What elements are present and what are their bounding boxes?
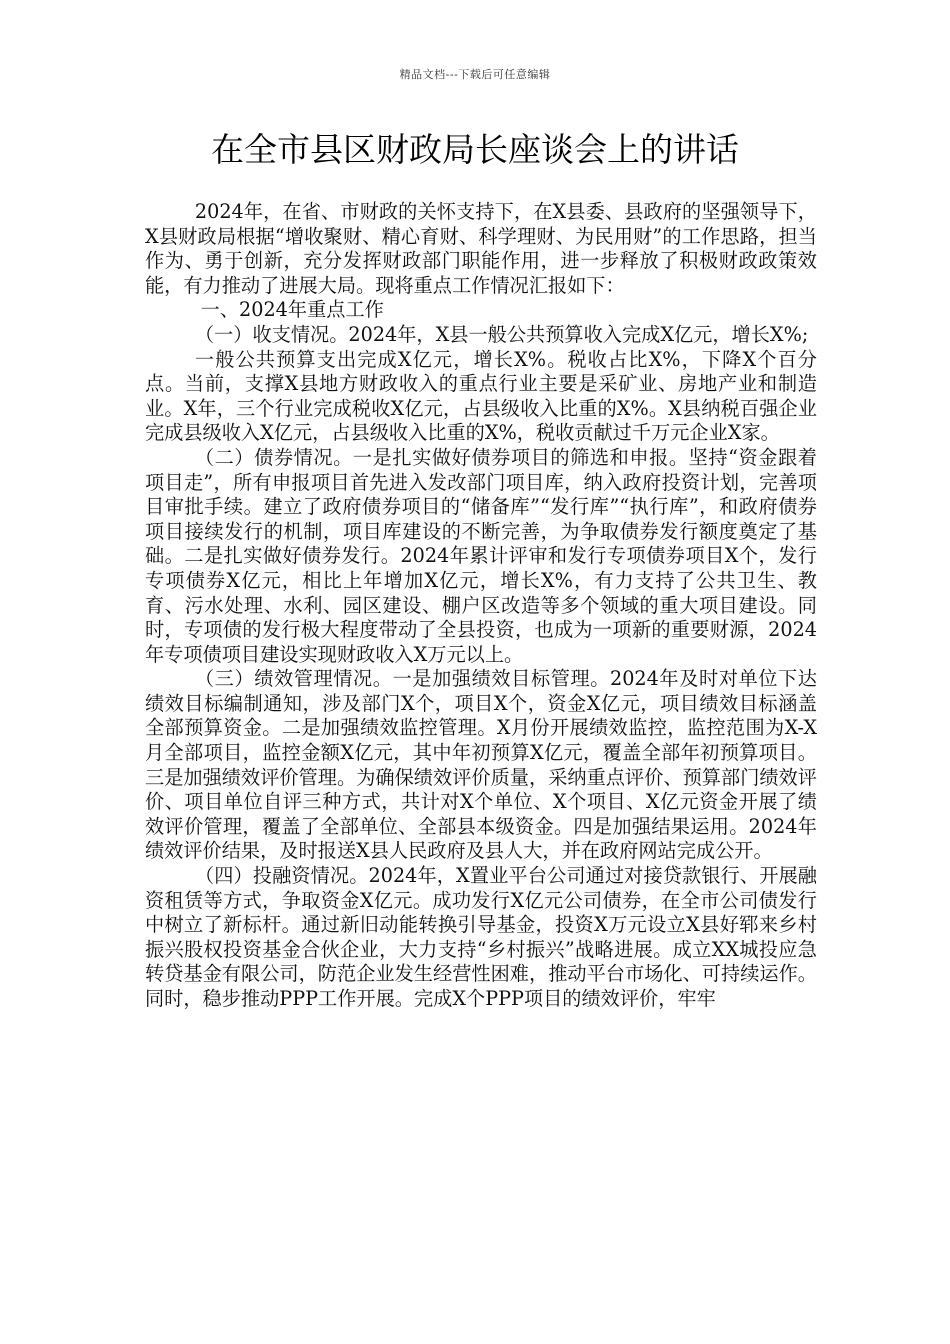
paragraph-performance: （三）绩效管理情况。一是加强绩效目标管理。2024年及时对单位下达绩效目标编制通知，涉及部门X个，项目X个，资金X亿元，项目绩效目标涵盖全部预算资金。二是加强绩效监控管理。X月份开展绩效监控，监控范围为X-X月全部项目，监控金额X亿元，其中年初预算X亿元，覆盖全部年初预算项目。三是加强绩效评价管理。为确保绩效评价质量，采纳重点评价、预算部门绩效评价、项目单位自评三种方式，共计对X个单位、X个项目、X亿元资金开展了绩效评价管理，覆盖了全部单位、全部县本级资金。四是加强结果运用。2024年绩效评价结果，及时报送X县人民政府及县人大，并在政府网站完成公开。 bbox=[145, 667, 817, 863]
paragraph-bonds: （二）债券情况。一是扎实做好债券项目的筛选和申报。坚持“资金跟着项目走”，所有申报项目首先进入发改部门项目库，纳入政府投资计划，完善项目审批手续。建立了政府债券项目的“储备库”“发行库”“执行库”，和政府债券项目接续发行的机制，项目库建设的不断完善，为争取债券发行额度奠定了基础。二是扎实做好债券发行。2024年累计评审和发行专项债券项目X个，发行专项债券X亿元，相比上年增加X亿元，增长X%，有力支持了公共卫生、教育、污水处理、水利、园区建设、棚户区改造等多个领域的重大项目建设。同时，专项债的发行极大程度带动了全县投资，也成为一项新的重要财源，2024年专项债项目建设实现财政收入X万元以上。 bbox=[145, 445, 817, 666]
paragraph-financing: （四）投融资情况。2024年，X置业平台公司通过对接贷款银行、开展融资租赁等方式，争取资金X亿元。成功发行X亿元公司债券，在全市公司债发行中树立了新标杆。通过新旧动能转换引导基金，投资X万元设立X县好郓来乡村振兴股权投资基金合伙企业，大力支持“乡村振兴”战略进展。成立XX城投应急转贷基金有限公司，防范企业发生经营性困难，推动平台市场化、可持续运作。同时，稳步推动PPP工作开展。完成X个PPP项目的绩效评价，牢牢 bbox=[145, 864, 817, 1010]
section-heading: 一、2024年重点工作 bbox=[200, 298, 384, 322]
header-note: 精品文档---下载后可任意编辑 bbox=[399, 68, 551, 81]
page-title: 在全市县区财政局长座谈会上的讲话 bbox=[211, 130, 739, 169]
document-body bbox=[145, 200, 817, 1012]
paragraph-expenditure: 一般公共预算支出完成X亿元，增长X%。税收占比X%，下降X个百分点。当前，支撑X县地方财政收入的重点行业主要是采矿业、房地产业和制造业。X年，三个行业完成税收X亿元，占县级收入比重的X%。X县纳税百强企业完成县级收入X亿元，占县级收入比重的X%，税收贡献过千万元企业X家。 bbox=[145, 347, 817, 445]
paragraph-intro: 2024年，在省、市财政的关怀支持下，在X县委、县政府的坚强领导下，X县财政局根据“增收聚财、精心育财、科学理财、为民用财”的工作思路，担当作为、勇于创新，充分发挥财政部门职能作用，进一步释放了积极财政政策效能，有力推动了进展大局。现将重点工作情况汇报如下： bbox=[145, 200, 817, 297]
paragraph-revenue: （一）收支情况。2024年，X县一般公共预算收入完成X亿元，增长X%; bbox=[194, 322, 809, 346]
